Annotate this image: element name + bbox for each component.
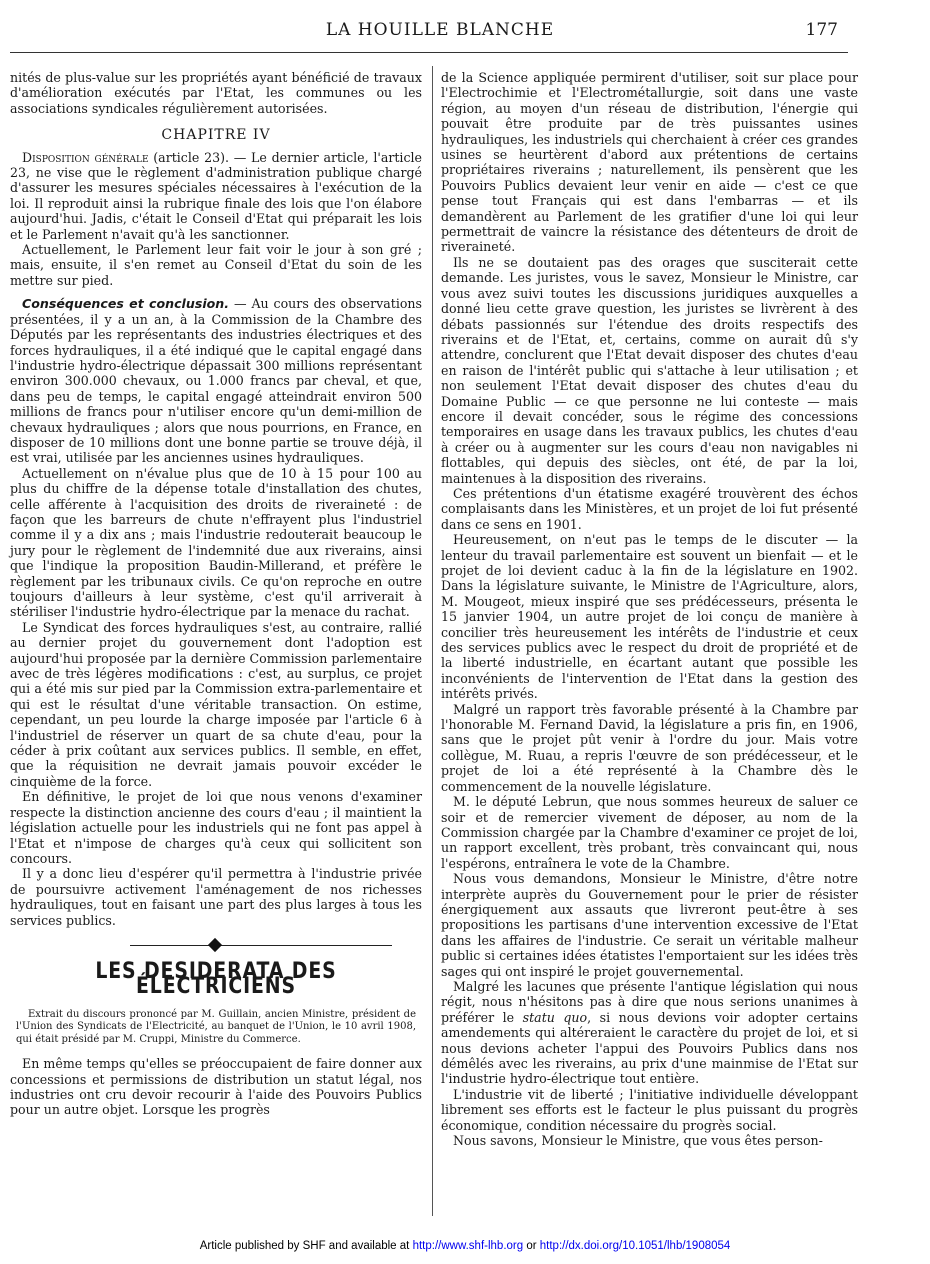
paragraph — [10, 150, 422, 242]
header-rule — [10, 52, 848, 53]
paragraph: M. le député Lebrun, que nous sommes heureux de saluer ce soir et de remercier vivement de déposer, au nom de la Commission chargée par la Chambre d'examiner ce projet de loi, un rapport excellent, très probant, très convaincant qui, nous l'espérons, entraînera le vote de la Chambre. — [441, 794, 858, 871]
paragraph: En même temps qu'elles se préoccupaient de faire donner aux concessions et permissions de distribution un statut légal, nos industries ont cru devoir recourir à l'aide des Pouvoirs Publics pour un autre objet. Lorsque les progrès — [10, 1056, 422, 1118]
running-title: LA HOUILLE BLANCHE — [325, 20, 555, 40]
footer-text: or — [523, 1240, 540, 1252]
paragraph: Le Syndicat des forces hydrauliques s'est, au contraire, rallié au dernier projet du gouvernement dont l'adoption est aujourd'hui proposée par la dernière Commission parlementaire avec de très légères modifications : c'est, au surplus, ce projet qui a été mis sur pied par la Commission extra-parlementaire et qui est le résultat d'une véritable transaction. On estime, cependant, un peu lourde la charge imposée par l'article 6 à l'industriel de réserver un quart de sa chute d'eau, pour la céder à prix coûtant aux services publics. Il semble, en effet, que la réquisition ne devrait jamais pouvoir excéder le cinquième de la force. — [10, 619, 422, 789]
paragraph: Actuellement, le Parlement leur fait voir le jour à son gré ; mais, ensuite, il s'en remet au Conseil d'Etat du soin de les mettre sur pied. — [10, 242, 422, 288]
doi-link[interactable]: http://dx.doi.org/10.1051/lhb/1908054 — [539, 1240, 731, 1252]
right-column — [441, 70, 858, 1148]
paragraph: Ces prétentions d'un étatisme exagéré trouvèrent des échos complaisants dans les Ministères, et un projet de loi fut présenté dans ce sens en 1901. — [441, 485, 858, 532]
emphasis: statu quo — [522, 1009, 588, 1025]
ornament-rule — [242, 945, 392, 946]
section-ornament — [10, 938, 422, 954]
paragraph: Ils ne se doutaient pas des orages que susciterait cette demande. Les juristes, vous le savez, Monsieur le Ministre, car vous avez suivi toutes les discussions juridiques auxquelles a donné lieu cette grave question, les juristes se livrèrent à des débats passionnés sur l'étendue des droits respectifs des riverains et de l'Etat, et, certains, comme on aurait dû s'y attendre, conclurent que l'Etat devait disposer des chutes d'eau en raison de l'intérêt public qui s'attache à leur utilisation ; et non seulement l'Etat devait disposer des chutes d'eau du Domaine Public — ce que personne ne lui conteste — mais encore il devait concéder, sous le régime des concessions temporaires en usage dans les travaux publics, les chutes d'eau à créer ou à augmenter sur les cours d'eau non navigables ni flottables, qui depuis des siècles, ont été, de par la loi, maintenues à la disposition des riverains. — [441, 254, 858, 486]
article-title: LES DESIDERATA DES ÉLECTRICIENS — [95, 958, 337, 1000]
paragraph: Nous vous demandons, Monsieur le Ministre, d'être notre interprète auprès du Gouvernement pour le prier de résister énergiquement aux assauts que livreront peut-être à ses propositions les partisans d'une intervention excessive de l'Etat dans les affaires de l'industrie. Ce serait un véritable malheur public si certaines idées étatistes l'emportaient sur les idées très sages qui ont inspiré le projet gouvernemental. — [441, 871, 858, 979]
paragraph-body: (article 23). — Le dernier article, l'article 23, ne vise que le règlement d'administration publique chargé d'assurer les mesures spéciales nécessaires à l'exécution de la loi. Il reproduit ainsi la rubrique finale des lois que l'on élabore aujourd'hui. Jadis, c'était le Conseil d'Etat qui préparait les lois et le Parlement n'avait qu'à les sanctionner. — [10, 149, 422, 242]
paragraph: Nous savons, Monsieur le Ministre, que vous êtes person- — [453, 1133, 823, 1149]
paragraph: Il y a donc lieu d'espérer qu'il permettra à l'industrie privée de poursuivre activement l'aménagement de nos richesses hydrauliques, tout en faisant une part des plus larges à tous les services publics. — [10, 866, 422, 928]
paragraph: de la Science appliquée permirent d'utiliser, soit sur place pour l'Electrochimie et l'Electrométallurgie, soit dans une vaste région, au moyen d'un réseau de distribution, l'énergie qui pouvait être produite par de très puissantes usines hydrauliques, les industriels qui cherchaient à créer ces grandes usines se heurtèrent d'abord aux prétentions de certains propriétaires riverains ; naturellement, ils pensèrent que les Pouvoirs Publics devaient leur venir en aide — c'est ce que pense tout Français qui est dans l'embarras — et ils demandèrent au Parlement de les gratifier d'une loi qui leur permettrait de vaincre la résistance des détenteurs de droit de riveraineté. — [441, 70, 858, 255]
paragraph-body: Malgré les lacunes que présente l'antique législation qui nous régit, nous n'hésitons pas à dire que nous serions unanimes à préférer le — [441, 978, 858, 1025]
footer-text: Article published by SHF and available at — [199, 1240, 413, 1252]
paragraph: L'industrie vit de liberté ; l'initiative individuelle développant librement ses efforts est le facteur le plus puissant du progrès économique, condition nécessaire du progrès social. — [441, 1086, 858, 1133]
paragraph — [10, 296, 422, 465]
paragraph — [441, 979, 858, 1087]
shf-link[interactable]: http://www.shf-lhb.org — [412, 1240, 524, 1252]
section-heading: Conséquences et conclusion. — [22, 296, 230, 312]
paragraph-body: — Au cours des observations présentées, il y a un an, à la Commission de la Chambre des Députés par les représentants des industries électriques et des forces hydrauliques, il a été indiqué que le capital engagé dans l'industrie hydro-électrique dépassait 300 millions représentant environ 300.000 chevaux, ou 1.000 francs par cheval, et que, dans peu de temps, le capital engagé atteindrait environ 500 millions de francs pour n'utiliser encore qu'un demi-million de chevaux hydrauliques ; alors que nous pourrions, en France, en disposer de 10 millions dont une bonne partie se trouve déjà, il est vrai, utilisée par les anciennes usines hydrauliques. — [10, 296, 422, 466]
page-number: 177 — [805, 20, 838, 40]
paragraph: Malgré un rapport très favorable présenté à la Chambre par l'honorable M. Fernand David, la législature a pris fin, en 1906, sans que le projet pût venir à l'ordre du jour. Mais votre collègue, M. Ruau, a repris l'œuvre de son prédécesseur, et le projet de loi a été représenté à la Chambre dès le commencement de la nouvelle législature. — [441, 701, 858, 794]
column-divider — [432, 66, 433, 1216]
paragraph-body: , si nous devions voir adopter certains amendements qui altéreraient le caractère du projet de loi, et si nous devions acheter l'appui des Pouvoirs Publics dans nos démêlés avec les riverains, au prix d'une mainmise de l'Etat sur l'industrie hydro-électrique tout entière. — [441, 1009, 858, 1087]
paragraph: nités de plus-value sur les propriétés ayant bénéficié de travaux d'amélioration exécutés par l'Etat, les communes ou les associations syndicales régulièrement autorisées. — [10, 70, 422, 116]
paragraph-lead: Disposition générale — [22, 149, 149, 165]
article-intro: Extrait du discours prononcé par M. Guillain, ancien Ministre, président de l'Union des Syndicats de l'Electricité, au banquet de l'Union, le 10 avril 1908, qui était présidé par M. Cruppi, Ministre du Commerce. — [16, 1008, 416, 1045]
paragraph: En définitive, le projet de loi que nous venons d'examiner respecte la distinction ancienne des cours d'eau ; il maintient la législation actuelle pour les industriels qui ne font pas appel à l'Etat et n'impose de charges qu'à ceux qui sollicitent son concours. — [10, 789, 422, 866]
paragraph: Heureusement, on n'eut pas le temps de le discuter — la lenteur du travail parlementaire est souvent un bienfait — et le projet de loi devient caduc à la fin de la législature en 1902. Dans la législature suivante, le Ministre de l'Agriculture, alors, M. Mougeot, mieux inspiré que ses prédécesseurs, présenta le 15 janvier 1904, un autre projet de loi conçu de manière à concilier très heureusement les intérêts de l'industrie et ceux des services publics avec le respect du droit de propriété et de la liberté industrielle, en écartant autant que possible les inconvénients de l'intervention de l'Etat dans la gestion des intérêts privés. — [441, 532, 858, 702]
chapter-heading: CHAPITRE IV — [161, 127, 271, 144]
left-column — [10, 70, 422, 1118]
ornament-diamond — [208, 938, 222, 952]
paragraph: Actuellement on n'évalue plus que de 10 à 15 pour 100 au plus du chiffre de la dépense totale d'installation des chutes, celle afférente à l'acquisition des droits de riveraineté : de façon que les barreurs de chute n'effrayent plus l'industriel comme il y a dix ans ; mais l'industrie redouterait beaucoup le jury pour le règlement de l'indemnité due aux riverains, ainsi que l'indique la proposition Baudin-Millerand, et préfère le règlement par les tribunaux civils. Ce qu'on reproche en outre toujours d'ailleurs à leur système, c'est qu'il arriverait à stériliser l'industrie hydro-électrique par la menace du rachat. — [10, 465, 422, 620]
page-header — [0, 18, 930, 48]
publication-footer — [0, 1240, 930, 1252]
